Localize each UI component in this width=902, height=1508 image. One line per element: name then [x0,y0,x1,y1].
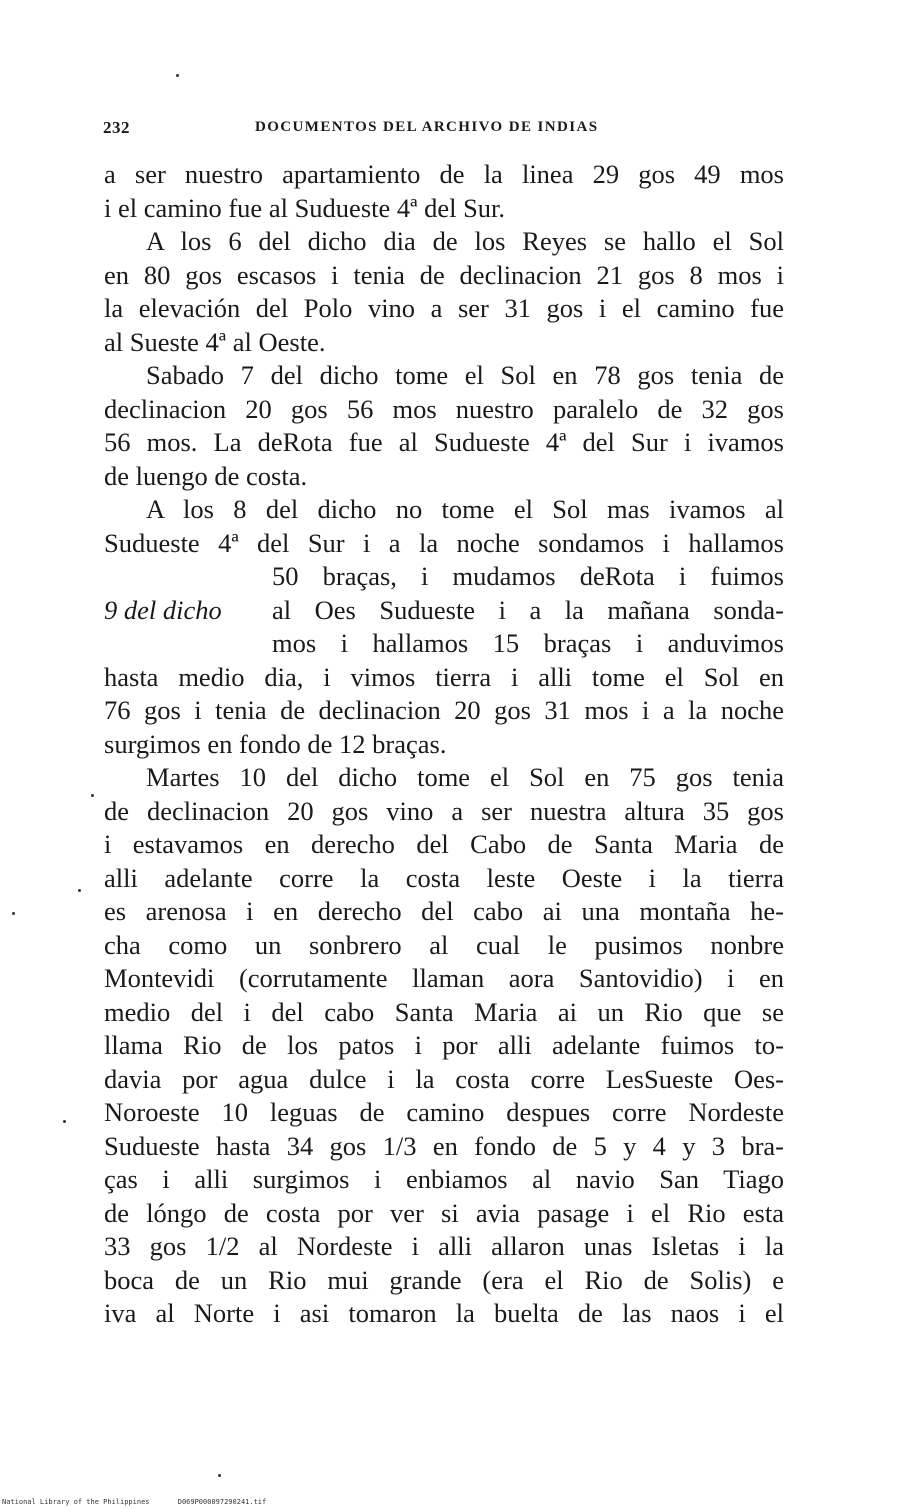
text-line-with-margin-note [104,594,784,628]
scan-speck [218,1474,221,1477]
library-credit: National Library of the Philippines [2,1498,150,1506]
scan-speck [12,912,15,915]
margin-note: 9 del dicho [104,594,222,625]
text-line: la elevación del Polo vino a ser 31 gos i el camino fue [104,293,784,323]
text-line: Sudueste hasta 34 gos 1/3 en fondo de 5 y 4 y 3 bra- [104,1130,784,1161]
text-line: Sabado 7 del dicho tome el Sol en 78 gos tenia de [146,360,784,390]
text-line-content: al Oes Sudueste i a la mañana sonda- [272,594,784,625]
text-line: cha como un sonbrero al cual le pusimos nonbre [104,929,784,960]
scan-file-id: D069P000097290241.tif [177,1498,267,1506]
text-line: davia por agua dulce i la costa corre LesSueste Oes- [104,1063,784,1094]
text-line: A los 8 del dicho no tome el Sol mas ivamos al [146,494,784,524]
text-line: surgimos en fondo de 12 braças. [104,728,447,759]
text-line: es arenosa i en derecho del cabo ai una montaña he- [104,896,784,926]
scan-footer [2,1498,290,1506]
text-line: declinacion 20 gos 56 mos nuestro paralelo de 32 gos [104,393,784,424]
page-number: 232 [103,118,130,137]
running-title: DOCUMENTOS DEL ARCHIVO DE INDIAS [255,119,599,135]
text-line: Martes 10 del dicho tome el Sol en 75 gos tenia [146,762,784,792]
text-line: 50 braças, i mudamos deRota i fuimos [272,561,784,591]
scan-speck [91,794,94,797]
text-line: de declinacion 20 gos vino a ser nuestra altura 35 gos [104,795,784,826]
text-line: hasta medio dia, i vimos tierra i alli tome el Sol en [104,661,784,692]
text-line: alli adelante corre la costa leste Oeste i la tierra [104,862,784,893]
text-line: en 80 gos escasos i tenia de declinacion 21 gos 8 mos i [104,259,784,290]
text-line: llama Rio de los patos i por alli adelante fuimos to- [104,1030,784,1060]
text-line: ças i alli surgimos i enbiamos al navio San Tiago [104,1164,784,1194]
scan-speck [176,74,179,77]
text-line: A los 6 del dicho dia de los Reyes se hallo el Sol [146,226,784,256]
text-line: 76 gos i tenia de declinacion 20 gos 31 mos i a la noche [104,695,784,725]
text-line: Montevidi (corrutamente llaman aora Santovidio) i en [104,963,784,993]
scan-speck [63,1120,66,1123]
text-line: Sudueste 4ª del Sur i a la noche sondamos i hallamos [104,527,784,558]
text-line: iva al Norte i asi tomaron la buelta de las naos i el [104,1298,784,1328]
body-text [104,158,784,1331]
text-line: medio del i del cabo Santa Maria ai un Rio que se [104,996,784,1027]
text-line: 56 mos. La deRota fue al Sudueste 4ª del Sur i ivamos [104,427,784,457]
text-line: al Sueste 4ª al Oeste. [104,326,326,357]
text-line: Noroeste 10 leguas de camino despues corre Nordeste [104,1097,784,1127]
scan-speck [78,889,81,892]
page-header [103,118,783,144]
text-line: mos i hallamos 15 braças i anduvimos [272,628,784,658]
text-line: boca de un Rio mui grande (era el Rio de Solis) e [104,1264,784,1295]
text-line: i el camino fue al Sudueste 4ª del Sur. [104,192,506,223]
text-line: i estavamos en derecho del Cabo de Santa Maria de [104,829,784,859]
text-line: a ser nuestro apartamiento de la linea 29 gos 49 mos [104,159,784,189]
text-line: 33 gos 1/2 al Nordeste i alli allaron unas Isletas i la [104,1231,784,1261]
text-line: de lóngo de costa por ver si avia pasage i el Rio esta [104,1197,784,1228]
text-line: de luengo de costa. [104,460,308,491]
